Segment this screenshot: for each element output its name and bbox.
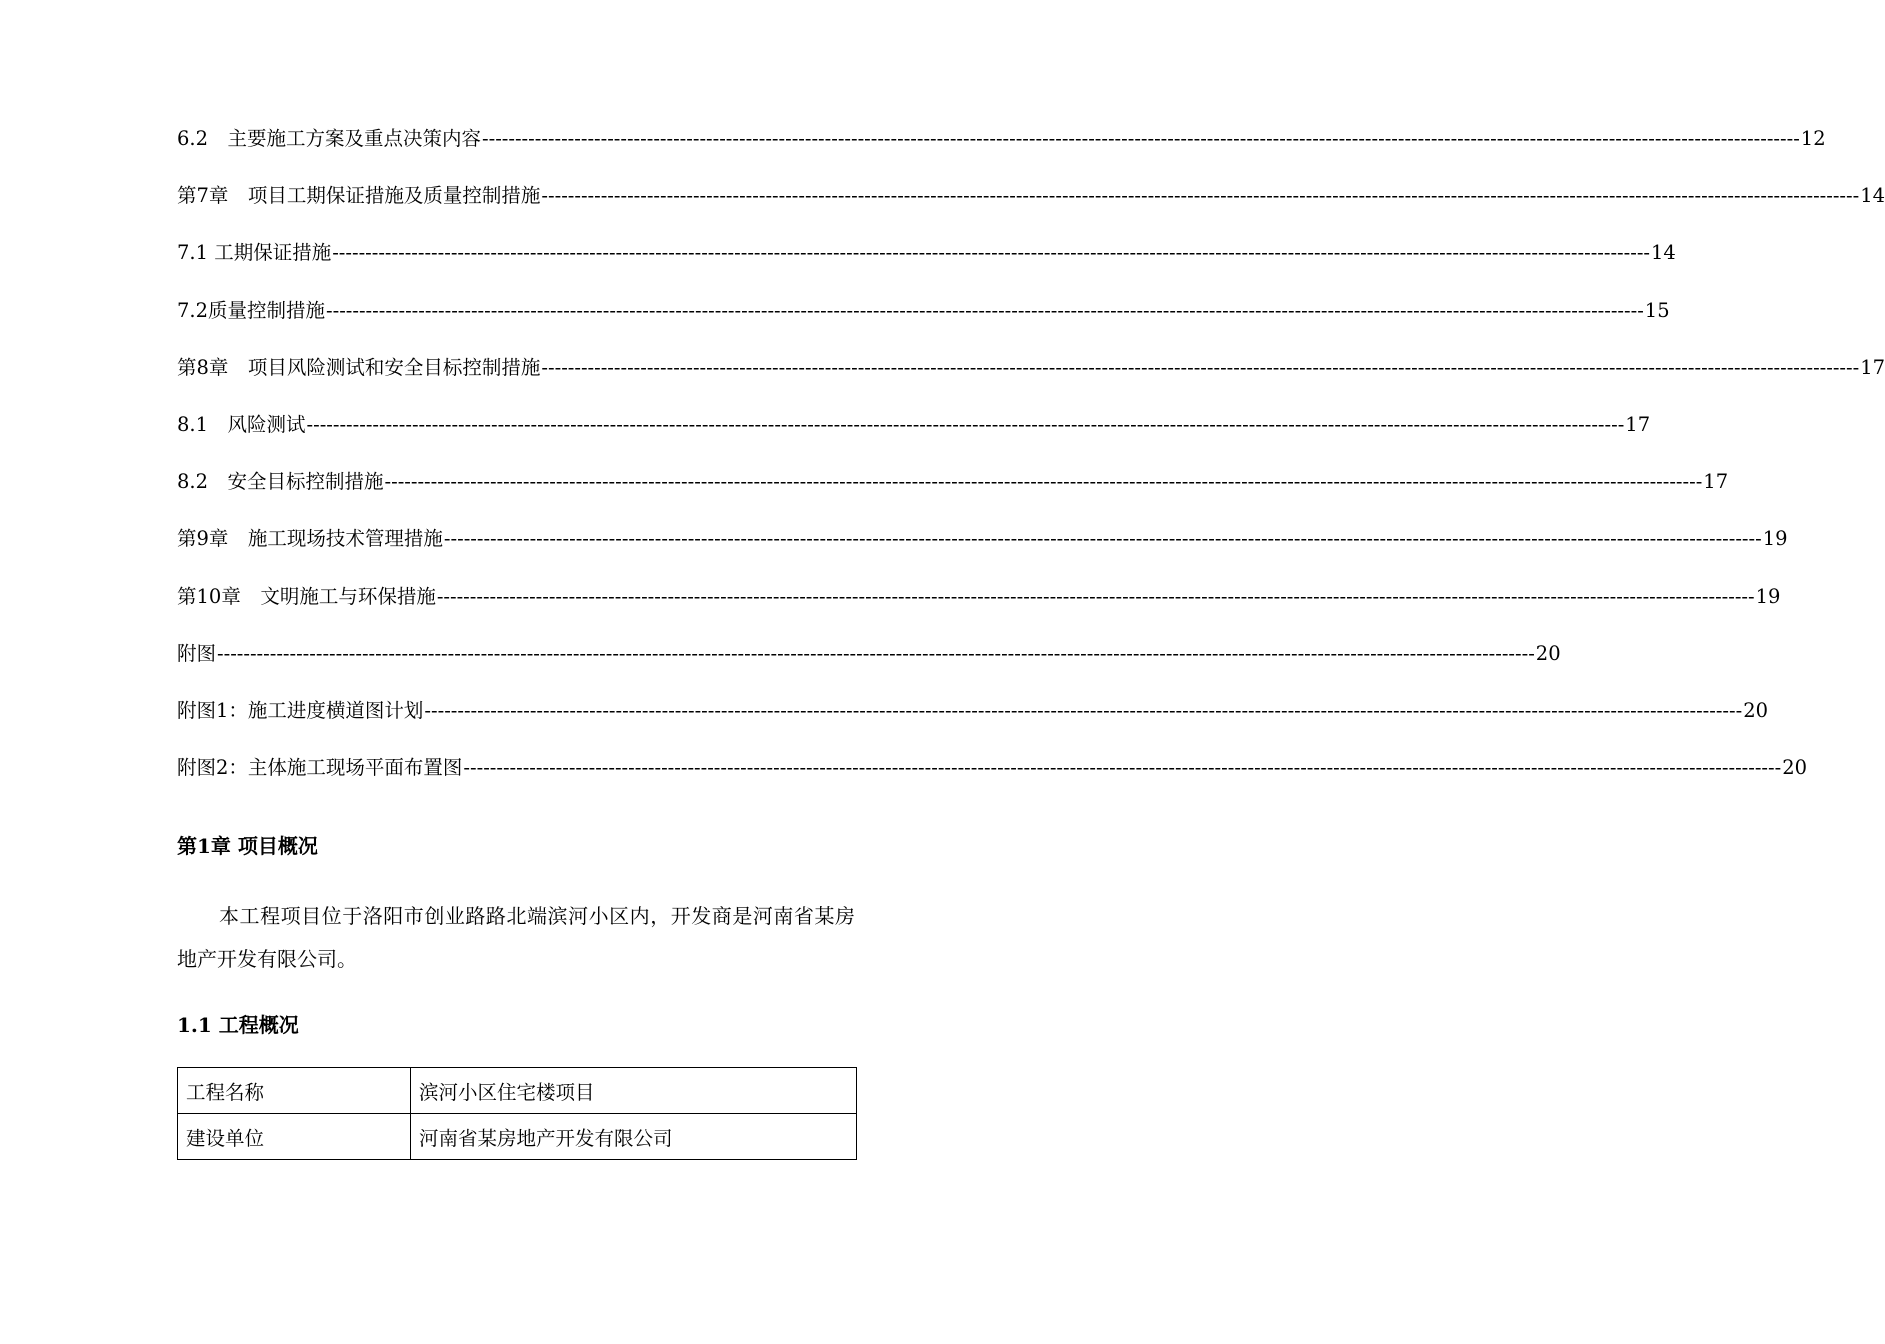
toc-entry-title: 7.1 工期保证措施 — [177, 241, 332, 265]
toc-entry-title: 8.2 安全目标控制措施 — [177, 470, 384, 494]
toc-entry[interactable] — [177, 696, 1769, 753]
toc-entry-page: 20 — [1535, 641, 1561, 665]
toc-entry[interactable] — [177, 467, 1729, 524]
toc-leader: -------------------------------------------------------------------------------------------------------------------------------------------------------------------------------------------------------- — [541, 355, 1860, 379]
toc-entry[interactable] — [177, 639, 1561, 696]
toc-entry-page: 19 — [1755, 584, 1781, 608]
toc-leader: -------------------------------------------------------------------------------------------------------------------------------------------------------------------------------------------------------- — [332, 241, 1650, 265]
chapter-heading: 第1章 项目概况 — [177, 834, 318, 858]
toc-entry[interactable] — [177, 753, 1808, 810]
toc-entry-page: 14 — [1651, 241, 1676, 265]
toc-entry[interactable] — [177, 524, 1788, 581]
toc-leader: -------------------------------------------------------------------------------------------------------------------------------------------------------------------------------------------------------- — [541, 184, 1860, 208]
table-cell-label: 工程名称 — [178, 1068, 411, 1114]
toc-entry[interactable] — [177, 238, 1676, 295]
toc-entry-page: 17 — [1703, 470, 1729, 494]
toc-leader: -------------------------------------------------------------------------------------------------------------------------------------------------------------------------------------------------------- — [424, 698, 1743, 722]
toc-entry-title: 6.2 主要施工方案及重点决策内容 — [177, 127, 482, 150]
section-heading: 1.1 工程概况 — [177, 1013, 299, 1037]
toc-entry[interactable] — [177, 181, 1885, 238]
toc-entry[interactable] — [177, 296, 1670, 353]
toc-leader: -------------------------------------------------------------------------------------------------------------------------------------------------------------------------------------------------------- — [482, 127, 1800, 150]
toc-entry-title: 附图1：施工进度横道图计划 — [177, 698, 424, 722]
toc-entry-title: 第7章 项目工期保证措施及质量控制措施 — [177, 184, 541, 208]
table-row — [178, 1114, 857, 1160]
toc-entry-title: 8.1 风险测试 — [177, 412, 306, 436]
project-info-table — [177, 1067, 857, 1160]
table-row — [178, 1068, 857, 1114]
table-cell-value: 滨河小区住宅楼项目 — [411, 1068, 857, 1114]
toc-entry-title: 附图2：主体施工现场平面布置图 — [177, 756, 463, 780]
toc-entry[interactable] — [177, 124, 1826, 181]
table-cell-value: 河南省某房地产开发有限公司 — [411, 1114, 857, 1160]
project-intro-paragraph: 本工程项目位于洛阳市创业路路北端滨河小区内，开发商是河南省某房地产开发有限公司。 — [177, 904, 855, 971]
toc-entry[interactable] — [177, 582, 1781, 639]
table-of-contents — [177, 124, 1885, 810]
toc-entry[interactable] — [177, 353, 1885, 410]
toc-entry-title: 附图 — [177, 641, 217, 665]
toc-leader: -------------------------------------------------------------------------------------------------------------------------------------------------------------------------------------------------------- — [217, 641, 1535, 665]
toc-leader: -------------------------------------------------------------------------------------------------------------------------------------------------------------------------------------------------------- — [443, 527, 1762, 551]
toc-entry-page: 14 — [1860, 184, 1885, 208]
toc-entry-page: 20 — [1782, 756, 1808, 780]
toc-entry-page: 12 — [1800, 127, 1826, 150]
toc-leader: -------------------------------------------------------------------------------------------------------------------------------------------------------------------------------------------------------- — [326, 298, 1644, 322]
table-cell-label: 建设单位 — [178, 1114, 411, 1160]
toc-leader: -------------------------------------------------------------------------------------------------------------------------------------------------------------------------------------------------------- — [306, 412, 1625, 436]
toc-entry-page: 15 — [1644, 298, 1670, 322]
toc-entry-title: 第8章 项目风险测试和安全目标控制措施 — [177, 355, 541, 379]
toc-entry-title: 第9章 施工现场技术管理措施 — [177, 527, 443, 551]
toc-entry-page: 17 — [1860, 355, 1885, 379]
toc-entry-title: 7.2质量控制措施 — [177, 298, 326, 322]
toc-entry-title: 第10章 文明施工与环保措施 — [177, 584, 436, 608]
toc-entry-page: 17 — [1625, 412, 1651, 436]
toc-entry-page: 20 — [1743, 698, 1769, 722]
toc-entry-page: 19 — [1762, 527, 1788, 551]
toc-entry[interactable] — [177, 410, 1651, 467]
toc-leader: -------------------------------------------------------------------------------------------------------------------------------------------------------------------------------------------------------- — [436, 584, 1755, 608]
toc-leader: -------------------------------------------------------------------------------------------------------------------------------------------------------------------------------------------------------- — [463, 756, 1782, 780]
toc-leader: -------------------------------------------------------------------------------------------------------------------------------------------------------------------------------------------------------- — [384, 470, 1703, 494]
